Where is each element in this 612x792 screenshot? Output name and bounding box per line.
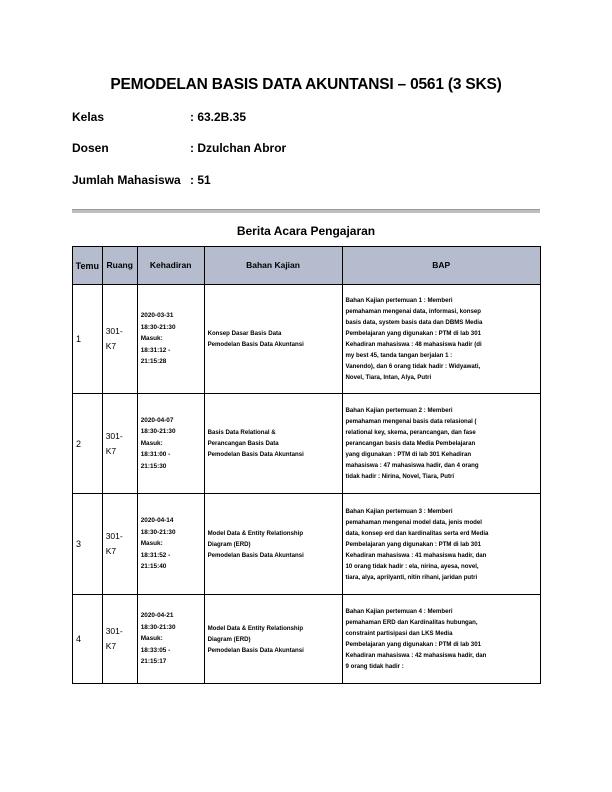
ruang-line: K7 bbox=[105, 546, 117, 556]
bap-line: 9 orang tidak hadir : bbox=[345, 663, 404, 670]
header-bap: BAP bbox=[342, 247, 540, 285]
bap-line: Kehadiran mahasiswa : 42 mahasiswa hadir, dan bbox=[345, 652, 487, 659]
kehadiran-line: 21:15:17 bbox=[140, 658, 167, 666]
bap-line: Bahan Kajian pertemuan 1 : Memberi bbox=[345, 297, 453, 304]
bap-line: pemahaman mengenai data, informasi, konsep bbox=[345, 308, 481, 315]
kehadiran-line: 2020-04-07 bbox=[140, 416, 174, 424]
kehadiran-line: 21:15:28 bbox=[140, 358, 167, 366]
bap-line: basis data, system basis data dan DBMS Media bbox=[345, 319, 483, 326]
info-label: Kelas bbox=[72, 110, 105, 124]
cell-kehadiran bbox=[137, 285, 204, 394]
info-value: : 63.2B.35 bbox=[190, 110, 247, 124]
bap-line: tiara, alya, aprilyanti, nitin rihani, jaridan putri bbox=[345, 573, 478, 581]
kehadiran-line: 18:31:52 - bbox=[140, 551, 171, 559]
header-temu: Temu bbox=[73, 247, 103, 285]
bahan-line: Basis Data Relational & bbox=[207, 429, 276, 436]
info-jumlah-mahasiswa bbox=[72, 173, 211, 187]
ruang-line: 301- bbox=[105, 531, 123, 541]
kehadiran-line: 21:15:30 bbox=[140, 462, 167, 470]
cell-bahan-kajian bbox=[204, 494, 342, 595]
ruang-line: 301- bbox=[105, 626, 123, 636]
bap-line: relational key, skema, perancangan, dan fase bbox=[345, 429, 476, 436]
cell-kehadiran bbox=[137, 394, 204, 494]
kehadiran-line: 18:30-21:30 bbox=[140, 528, 176, 536]
bahan-line: Perancangan Basis Data bbox=[207, 440, 279, 447]
bap-line: Pembelajaran yang digunakan : PTM di lab 301 bbox=[345, 330, 481, 337]
bap-line: Pembelajaran yang digunakan : PTM di lab 301 bbox=[345, 641, 481, 648]
kehadiran-line: 18:30-21:30 bbox=[140, 323, 176, 331]
bap-line: Bahan Kajian pertemuan 4 : Memberi bbox=[345, 608, 453, 615]
bap-line: mahasiswa : 47 mahasiswa hadir, dan 4 orang bbox=[345, 462, 479, 469]
bahan-line: Diagram (ERD) bbox=[207, 635, 251, 643]
document-title: PEMODELAN BASIS DATA AKUNTANSI – 0561 (3 SKS) bbox=[110, 76, 502, 93]
bap-line: Vanendo), dan 6 orang tidak hadir : Widyawati, bbox=[345, 363, 481, 370]
bahan-line: Diagram (ERD) bbox=[207, 540, 251, 548]
cell-bap bbox=[342, 394, 540, 494]
bahan-line: Konsep Dasar Basis Data bbox=[207, 330, 282, 337]
cell-temu: 4 bbox=[73, 595, 103, 684]
bap-line: my best 45, tanda tangan berjalan 1 : bbox=[345, 352, 453, 359]
info-kelas bbox=[72, 110, 246, 124]
bahan-line: Model Data & Entity Relationship bbox=[207, 624, 304, 632]
ruang-line: 301- bbox=[105, 430, 123, 441]
cell-ruang bbox=[102, 595, 137, 684]
kehadiran-line: 18:31:12 - bbox=[140, 346, 171, 354]
cell-bahan-kajian bbox=[204, 285, 342, 394]
bap-line: Novel, Tiara, Intan, Alya, Putri bbox=[345, 374, 432, 381]
bap-line: pemahaman mengenai basis data relasional ( bbox=[345, 418, 477, 425]
section-title: Berita Acara Pengajaran bbox=[236, 224, 376, 238]
ruang-line: 301- bbox=[105, 326, 123, 336]
kehadiran-line: Masuk: bbox=[140, 635, 163, 643]
cell-bap bbox=[342, 494, 540, 595]
bap-line: 10 orang tidak hadir : ela, nirina, ayesa, novel, bbox=[345, 562, 479, 570]
table-row bbox=[73, 595, 541, 684]
info-value: : Dzulchan Abror bbox=[190, 141, 287, 155]
bap-line: Bahan Kajian pertemuan 3 : Memberi bbox=[345, 507, 453, 515]
cell-ruang bbox=[102, 285, 137, 394]
header-ruang: Ruang bbox=[102, 247, 137, 285]
bahan-line: Pemodelan Basis Data Akuntansi bbox=[207, 646, 304, 654]
table-row bbox=[73, 494, 541, 595]
cell-kehadiran bbox=[137, 494, 204, 595]
kehadiran-line: Masuk: bbox=[140, 439, 163, 447]
info-label: Jumlah Mahasiswa bbox=[72, 173, 181, 187]
bahan-line: Model Data & Entity Relationship bbox=[207, 529, 304, 537]
bahan-line: Pemodelan Basis Data Akuntansi bbox=[207, 451, 304, 458]
kehadiran-line: 18:30-21:30 bbox=[140, 428, 176, 436]
bap-line: Kehadiran mahasiswa : 48 mahasiswa hadir (di bbox=[345, 341, 482, 348]
cell-bahan-kajian bbox=[204, 394, 342, 494]
bap-table bbox=[72, 246, 541, 684]
table-header-row bbox=[73, 247, 541, 285]
kehadiran-line: 2020-04-14 bbox=[140, 517, 174, 525]
kehadiran-line: Masuk: bbox=[140, 335, 163, 343]
info-label: Dosen bbox=[72, 141, 109, 155]
bap-line: data, konsep erd dan kardinalitas serta erd Media bbox=[345, 529, 489, 537]
cell-bap bbox=[342, 595, 540, 684]
bap-line: Pembelajaran yang digunakan : PTM di lab 301 bbox=[345, 540, 481, 548]
bap-line: tidak hadir : Nirina, Novel, Tiara, Putri bbox=[345, 473, 455, 480]
bap-line: yang digunakan : PTM di lab 301 Kehadiran bbox=[345, 451, 472, 458]
cell-bahan-kajian bbox=[204, 595, 342, 684]
cell-temu: 2 bbox=[73, 394, 103, 494]
ruang-line: K7 bbox=[105, 341, 117, 351]
table-row bbox=[73, 285, 541, 394]
cell-ruang bbox=[102, 394, 137, 494]
bahan-line: Pemodelan Basis Data Akuntansi bbox=[207, 341, 304, 348]
kehadiran-line: Masuk: bbox=[140, 540, 163, 548]
cell-ruang bbox=[102, 494, 137, 595]
cell-temu: 3 bbox=[73, 494, 103, 595]
ruang-line: K7 bbox=[105, 641, 117, 651]
cell-kehadiran bbox=[137, 595, 204, 684]
info-value: : 51 bbox=[190, 173, 211, 187]
kehadiran-line: 18:31:00 - bbox=[140, 451, 171, 459]
bap-line: pemahaman mengenai model data, jenis model bbox=[345, 518, 482, 526]
bap-line: perancangan basis data Media Pembelajaran bbox=[345, 440, 476, 447]
kehadiran-line: 18:30-21:30 bbox=[140, 623, 176, 631]
table-row bbox=[73, 394, 541, 494]
bap-line: Kehadiran mahasiswa : 41 mahasiswa hadir, dan bbox=[345, 551, 487, 559]
ruang-line: K7 bbox=[105, 445, 117, 456]
cell-temu: 1 bbox=[73, 285, 103, 394]
kehadiran-line: 21:15:40 bbox=[140, 563, 167, 571]
kehadiran-line: 2020-04-21 bbox=[140, 612, 174, 620]
bap-line: pemahaman ERD dan Kardinalitas hubungan, bbox=[345, 619, 478, 626]
bahan-line: Pemodelan Basis Data Akuntansi bbox=[207, 551, 304, 559]
kehadiran-line: 18:33:05 - bbox=[140, 646, 171, 654]
section-divider bbox=[72, 209, 540, 213]
cell-bap bbox=[342, 285, 540, 394]
bap-line: constraint partisipasi dan LKS Media bbox=[345, 630, 453, 637]
header-kehadiran: Kehadiran bbox=[137, 247, 204, 285]
bap-line: Bahan Kajian pertemuan 2 : Memberi bbox=[345, 407, 453, 414]
header-bahan-kajian: Bahan Kajian bbox=[204, 247, 342, 285]
kehadiran-line: 2020-03-31 bbox=[140, 312, 174, 320]
info-dosen bbox=[72, 141, 286, 155]
